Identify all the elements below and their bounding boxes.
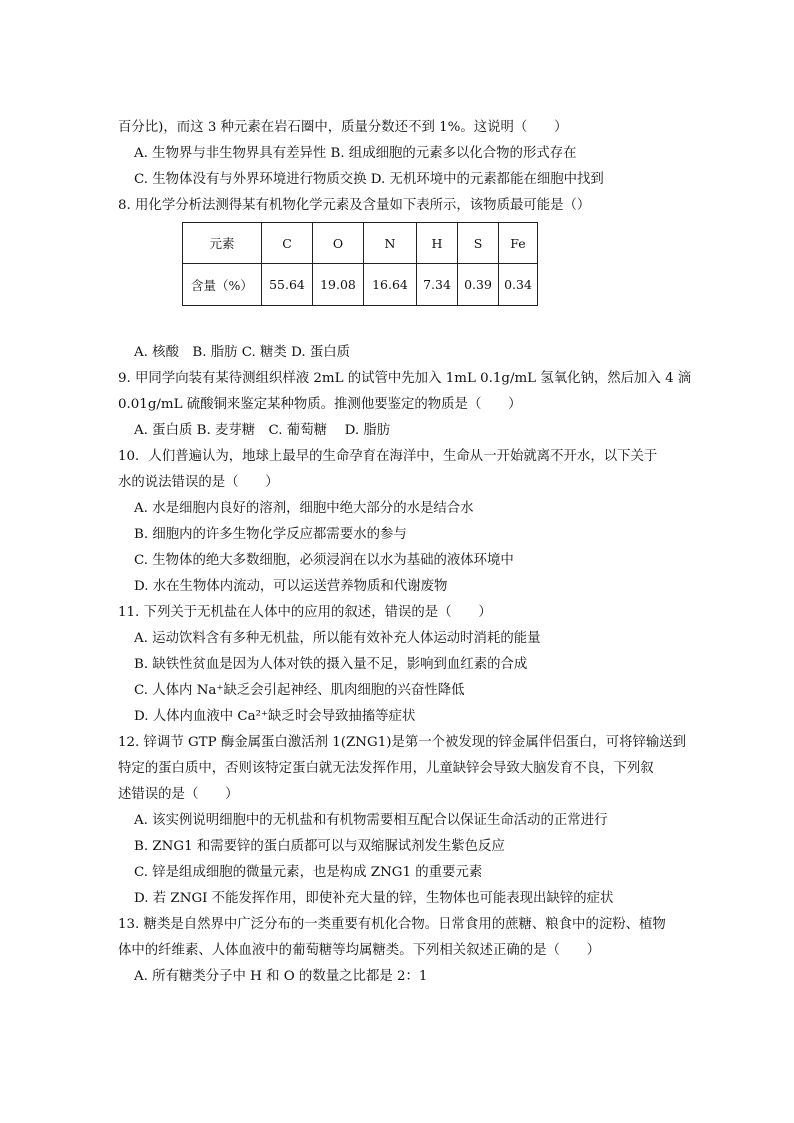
text-line: 述错误的是（ ） xyxy=(118,787,239,802)
question-12: 12. 锌调节 GTP 酶金属蛋白激活剂 1(ZNG1)是第一个被发现的锌金属伴侣蛋白，可将锌输送到 xyxy=(118,735,687,750)
option-line: C. 人体内 Na⁺缺乏会引起神经、肌肉细胞的兴奋性降低 xyxy=(134,683,465,698)
option-line: C. 锌是组成细胞的微量元素，也是构成 ZNG1 的重要元素 xyxy=(134,865,483,880)
option-line: C. 生物体没有与外界环境进行物质交换 D. 无机环境中的元素都能在细胞中找到 xyxy=(134,172,604,187)
option-line: A. 该实例说明细胞中的无机盐和有机物需要相互配合以保证生命活动的正常进行 xyxy=(134,813,608,828)
text-line: 0.01g/mL 硫酸铜来鉴定某种物质。推测他要鉴定的物质是（ ） xyxy=(118,397,522,412)
option-line: A. 运动饮料含有多种无机盐，所以能有效补充人体运动时消耗的能量 xyxy=(134,631,541,646)
option-line: A. 蛋白质 B. 麦芽糖 C. 葡萄糖 D. 脂肪 xyxy=(134,423,391,438)
table-header-row xyxy=(183,223,538,264)
question-8: 8. 用化学分析法测得某有机物化学元素及含量如下表所示，该物质最可能是（） xyxy=(118,198,591,213)
option-line: B. 细胞内的许多生物化学反应都需要水的参与 xyxy=(134,527,407,542)
table-cell: 19.08 xyxy=(313,264,364,306)
table-cell: N xyxy=(364,223,417,264)
option-line: A. 所有糖类分子中 H 和 O 的数量之比都是 2：1 xyxy=(134,969,428,984)
option-line: A. 水是细胞内良好的溶剂，细胞中绝大部分的水是结合水 xyxy=(134,501,474,516)
option-line: B. ZNG1 和需要锌的蛋白质都可以与双缩脲试剂发生紫色反应 xyxy=(134,839,505,854)
table-cell: 0.39 xyxy=(458,264,499,306)
text-line: 特定的蛋白质中，否则该特定蛋白就无法发挥作用，儿童缺锌会导致大脑发育不良，下列叙 xyxy=(118,761,654,776)
question-11: 11. 下列关于无机盐在人体中的应用的叙述，错误的是（ ） xyxy=(118,605,492,620)
option-line: A. 核酸 B. 脂肪 C. 糖类 D. 蛋白质 xyxy=(134,345,351,360)
table-row xyxy=(183,264,538,306)
option-line: D. 人体内血液中 Ca²⁺缺乏时会导致抽搐等症状 xyxy=(134,709,416,724)
question-13: 13. 糖类是自然界中广泛分布的一类重要有机化合物。日常食用的蔗糖、粮食中的淀粉、植物 xyxy=(118,917,666,932)
text-line: 体中的纤维素、人体血液中的葡萄糖等均属糖类。下列相关叙述正确的是（ ） xyxy=(118,943,601,958)
table-cell: C xyxy=(262,223,313,264)
option-line: C. 生物体的绝大多数细胞，必须浸润在以水为基础的液体环境中 xyxy=(134,553,514,568)
table-cell: S xyxy=(458,223,499,264)
text-line: 水的说法错误的是（ ） xyxy=(118,475,279,490)
question-9: 9. 甲同学向装有某待测组织样液 2mL 的试管中先加入 1mL 0.1g/mL 氢氧化钠，然后加入 4 滴 xyxy=(118,371,692,386)
text-line: 百分比)，而这 3 种元素在岩石圈中，质量分数还不到 1%。这说明（ ） xyxy=(118,120,568,135)
table-cell: 含量（%） xyxy=(183,264,262,306)
element-content-table xyxy=(182,222,538,306)
option-line: D. 水在生物体内流动，可以运送营养物质和代谢废物 xyxy=(134,579,448,594)
table-cell: 元素 xyxy=(183,223,262,264)
table-cell: 7.34 xyxy=(417,264,458,306)
table-cell: 16.64 xyxy=(364,264,417,306)
option-line: A. 生物界与非生物界具有差异性 B. 组成细胞的元素多以化合物的形式存在 xyxy=(134,146,577,161)
option-line: B. 缺铁性贫血是因为人体对铁的摄入量不足，影响到血红素的合成 xyxy=(134,657,528,672)
table-cell: H xyxy=(417,223,458,264)
question-10: 10．人们普遍认为，地球上最早的生命孕育在海洋中，生命从一开始就离不开水，以下关于 xyxy=(118,449,658,464)
table-cell: 55.64 xyxy=(262,264,313,306)
table-cell: O xyxy=(313,223,364,264)
table-cell: Fe xyxy=(499,223,538,264)
table-cell: 0.34 xyxy=(499,264,538,306)
option-line: D. 若 ZNGI 不能发挥作用，即使补充大量的锌，生物体也可能表现出缺锌的症状 xyxy=(134,891,614,906)
